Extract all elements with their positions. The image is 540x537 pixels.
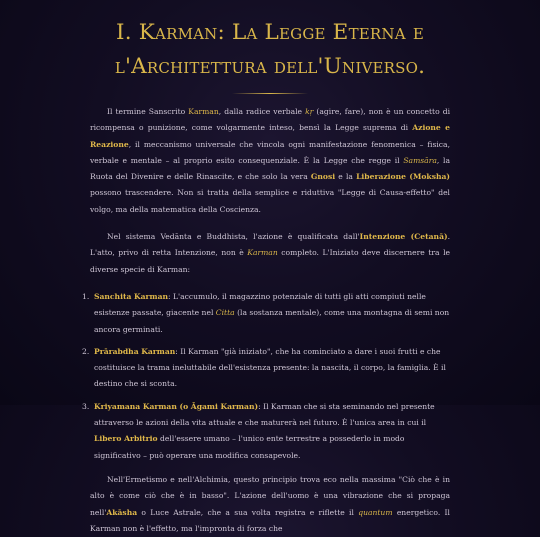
text: (agire, fare), non è un concetto di ricompensa o punizione, come volgarmente inteso, bensì la Legge suprema di bbox=[90, 107, 451, 133]
text: possono trascendere. Non si tratta della semplice e riduttiva "Legge di Causa-effetto" del volgo, ma della matematica della Coscienza. bbox=[90, 188, 450, 214]
text: : Il Karman "già iniziato", che ha cominciato a dare i suoi frutti e che costituisce la trama ineluttabile dell'esistenza presente: la nascita, il corpo, la famiglia. È il destino che si sconta. bbox=[94, 346, 446, 389]
text: Nel sistema Vedānta e Buddhista, l'azione è qualificata dall' bbox=[107, 232, 360, 242]
paragraph-karman-definition bbox=[90, 104, 450, 218]
term-liberazione: Liberazione (Moksha) bbox=[356, 172, 451, 182]
term-kriyamana: Kriyamana Karman bbox=[94, 401, 177, 411]
term-kr: kṛ bbox=[305, 107, 314, 116]
term-karman-italic: Karman bbox=[247, 248, 278, 258]
text: dell'essere umano – l'unico ente terrestre a possederlo in modo significativo – può operare una modifica consapevole. bbox=[94, 434, 405, 460]
paragraph-ermetismo bbox=[90, 472, 450, 537]
text: , il meccanismo universale che vincola ogni manifestazione fenomenica – fisica, verbale e mentale – al proprio esito consequenziale. È la Legge che regge il bbox=[90, 139, 450, 165]
text: completo. L'Iniziato deve discernere tra le diverse specie di Karman: bbox=[90, 248, 450, 274]
term-karman: Karman bbox=[188, 107, 219, 116]
term-akasha: Akāsha bbox=[106, 507, 138, 517]
title-divider bbox=[232, 93, 308, 94]
term-libero-arbitrio: Libero Arbitrio bbox=[94, 434, 158, 444]
text: (la sostanza mentale), come una montagna di semi non ancora germinati. bbox=[94, 308, 450, 334]
term-prarabdha: Prārabdha Karman bbox=[94, 346, 176, 356]
title-line-1: I. Karman: La Legge Eterna e bbox=[116, 20, 424, 45]
text: , dalla radice verbale bbox=[218, 107, 306, 116]
text: : L'accumulo, il magazzino potenziale di tutti gli atti compiuti nelle esistenze passate, giacente nel bbox=[94, 291, 426, 318]
list-number: 3. bbox=[82, 401, 90, 411]
term-samsara: Samsāra bbox=[403, 155, 437, 165]
term-agami: (o Āgami Karman) bbox=[176, 401, 259, 411]
term-intenzione: Intenzione (Cetanā) bbox=[359, 232, 448, 242]
term-gnosi: Gnosi bbox=[310, 172, 336, 182]
term-quantum: quantum bbox=[358, 507, 393, 517]
term-citta: Citta bbox=[215, 308, 235, 318]
text: Il termine Sanscrito bbox=[107, 107, 189, 116]
text: e la bbox=[335, 172, 357, 182]
list-number: 2. bbox=[82, 346, 90, 356]
list-item bbox=[82, 344, 450, 393]
paragraph-intenzione bbox=[90, 229, 450, 278]
title-line-2: l'Architettura dell'Universo. bbox=[114, 54, 426, 79]
text: energetico. Il Karman non è l'effetto, ma l'impronta di forza che bbox=[90, 507, 450, 533]
list-item bbox=[82, 289, 450, 338]
term-azione-reazione: Azione e Reazione bbox=[90, 123, 451, 149]
list-item bbox=[82, 399, 450, 464]
text: o Luce Astrale, che a sua volta registra e riflette il bbox=[137, 507, 359, 517]
term-sanchita: Sanchita Karman bbox=[94, 291, 169, 301]
text: : Il Karman che si sta seminando nel presente attraverso le azioni della vita attuale e che maturerà nel futuro. È l'unica area in cui il bbox=[94, 401, 435, 428]
karman-types-list bbox=[82, 289, 450, 464]
text: , la Ruota del Divenire e delle Rinascite, e che solo la vera bbox=[90, 155, 450, 182]
page-title bbox=[90, 0, 450, 84]
list-number: 1. bbox=[82, 291, 90, 301]
text: Nell'Ermetismo e nell'Alchimia, questo principio trova eco nella massima "Ciò che è in alto è come ciò che è in basso". L'azione dell'uomo è una vibrazione che si propaga nell' bbox=[90, 474, 450, 517]
text: . L'atto, privo di retta Intenzione, non è bbox=[90, 232, 451, 258]
